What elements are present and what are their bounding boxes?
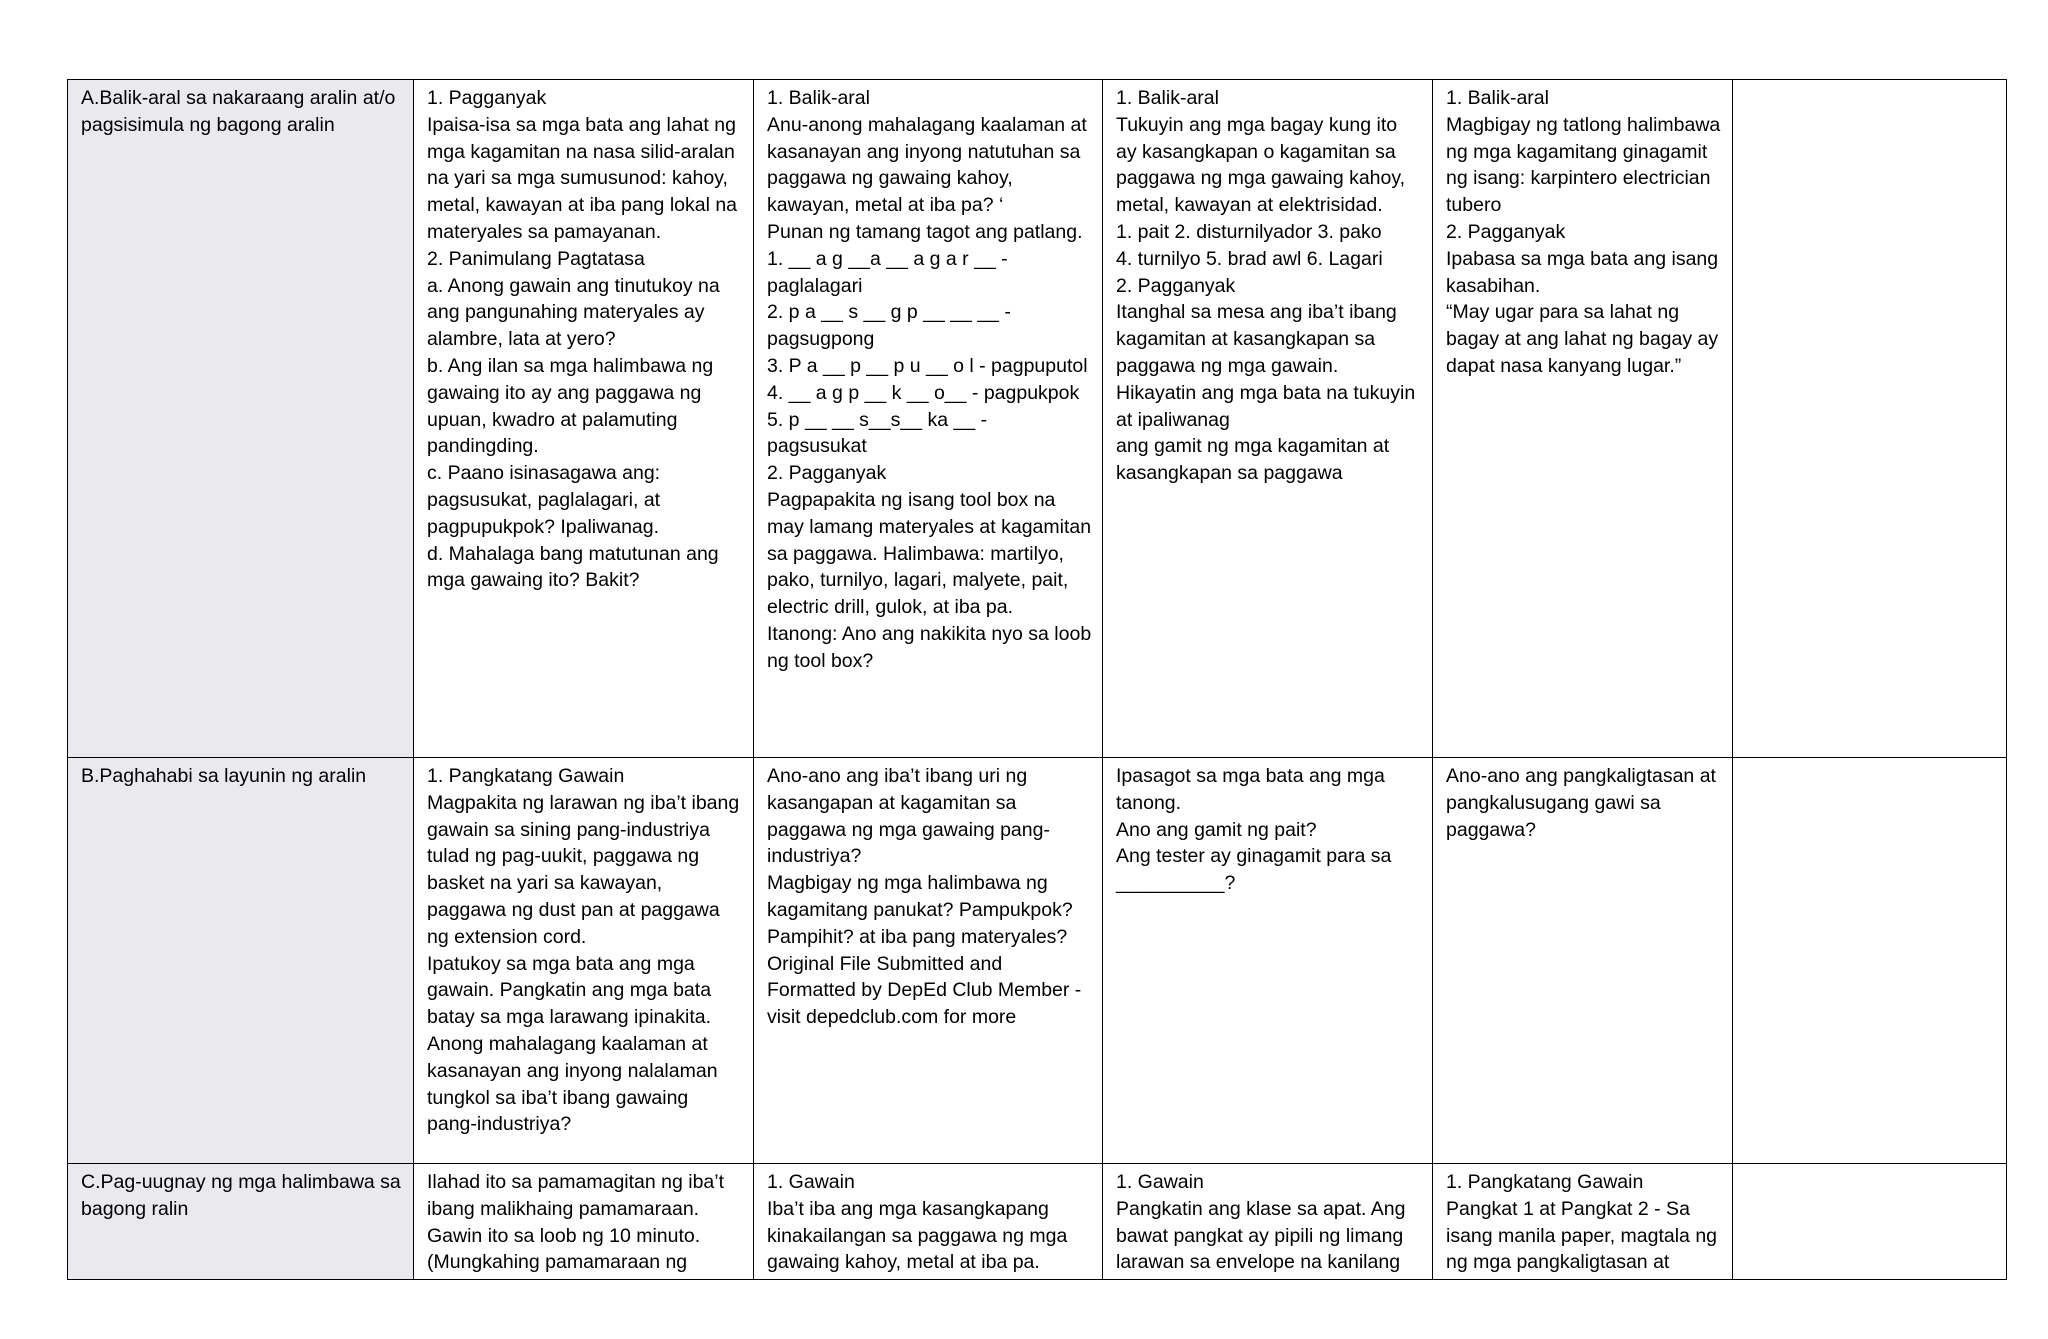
day-4-text: 1. Pangkatang Gawain Pangkat 1 at Pangkat 2 - Sa isang manila paper, magtala ng ng mga pangkaligtasan at [1446, 1171, 1718, 1274]
table-row [68, 1164, 2007, 1280]
row-label-cell [68, 758, 414, 1164]
row-label-cell [68, 80, 414, 758]
table-row [68, 80, 2007, 758]
day-5-cell [1733, 1164, 2007, 1280]
day-1-text: 1. Pangkatang Gawain Magpakita ng larawan ng iba’t ibang gawain sa sining pang-industriya tulad ng pag-uukit, paggawa ng basket na yari sa kawayan, paggawa ng dust pan at paggawa ng extension cord. Ipatukoy sa mga bata ang mga gawain. Pangkatin ang mga bata batay sa mga larawang ipinakita. Anong mahalagang kaalaman at kasanayan ang inyong nalalaman tungkol sa iba’t ibang gawaing pang-industriya? [427, 765, 740, 1136]
day-2-text: Ano-ano ang iba’t ibang uri ng kasangapan at kagamitan sa paggawa ng mga gawaing pang-industriya? Magbigay ng mga halimbawa ng kagamitang panukat? Pampukpok? Pampihit? at iba pang materyales? Original File Submitted and Formatted by DepEd Club Member - visit depedclub.com for more [767, 765, 1082, 1029]
day-4-cell [1433, 80, 1733, 758]
lesson-plan-table [67, 79, 2007, 1280]
day-2-cell [754, 80, 1103, 758]
row-label-cell [68, 1164, 414, 1280]
day-1-text: 1. Pagganyak Ipaisa-isa sa mga bata ang lahat ng mga kagamitan na nasa silid-aralan na yari sa mga sumusunod: kahoy, metal, kawayan at iba pang lokal na materyales sa pamayanan. 2. Panimulang Pagtatasa a. Anong gawain ang tinutukoy na ang pangunahing materyales ay alambre, lata at yero? b. Ang ilan sa mga halimbawa ng gawaing ito ay ang paggawa ng upuan, kwadro at palamuting pandingding. c. Paano isinasagawa ang: pagsusukat, paglalagari, at pagpupukpok? Ipaliwanag. d. Mahalaga bang matutunan ang mga gawaing ito? Bakit? [427, 87, 738, 592]
day-3-text: Ipasagot sa mga bata ang mga tanong. Ano ang gamit ng pait? Ang tester ay ginagamit para sa __________? [1116, 765, 1392, 895]
day-5-cell [1733, 758, 2007, 1164]
day-2-text: 1. Balik-aral Anu-anong mahalagang kaalaman at kasanayan ang inyong natutuhan sa paggawa ng gawaing kahoy, kawayan, metal at iba pa? ‘ Punan ng tamang tagot ang patlang. 1. __ a g __a __ a g a r __ - paglalagari 2. p a __ s __ g p __ __ __ - pagsugpong 3. P a __ p __ p u __ o l - pagpuputol 4. __ a g p __ k __ o__ - pagpukpok 5. p __ __ s__s__ ka __ - pagsusukat 2. Pagganyak Pagpapakita ng isang tool box na may lamang materyales at kagamitan sa paggawa. Halimbawa: martilyo, pako, turnilyo, lagari, malyete, pait, electric drill, gulok, at iba pa. Itanong: Ano ang nakikita nyo sa loob ng tool box? [767, 87, 1092, 672]
day-2-text: 1. Gawain Iba’t iba ang mga kasangkapang kinakailangan sa paggawa ng mga gawaing kahoy, metal at iba pa. [767, 1171, 1068, 1274]
day-3-text: 1. Gawain Pangkatin ang klase sa apat. Ang bawat pangkat ay pipili ng limang larawan sa envelope na kanilang [1116, 1171, 1406, 1274]
table-row [68, 758, 2007, 1164]
day-1-cell [414, 80, 754, 758]
day-5-cell [1733, 80, 2007, 758]
day-1-cell [414, 758, 754, 1164]
day-3-text: 1. Balik-aral Tukuyin ang mga bagay kung ito ay kasangkapan o kagamitan sa paggawa ng mga gawaing kahoy, metal, kawayan at elektrisidad. 1. pait 2. disturnilyador 3. pako 4. turnilyo 5. brad awl 6. Lagari 2. Pagganyak Itanghal sa mesa ang iba’t ibang kagamitan at kasangkapan sa paggawa ng mga gawain. Hikayatin ang mga bata na tukuyin at ipaliwanag ang gamit ng mga kagamitan at kasangkapan sa paggawa [1116, 87, 1416, 485]
day-3-cell [1103, 758, 1433, 1164]
day-2-cell [754, 1164, 1103, 1280]
day-4-cell [1433, 758, 1733, 1164]
day-4-cell [1433, 1164, 1733, 1280]
row-label: C.Pag-uugnay ng mga halimbawa sa bagong ralin [81, 1171, 401, 1220]
day-1-cell [414, 1164, 754, 1280]
day-1-text: Ilahad ito sa pamamagitan ng iba’t ibang malikhaing pamamaraan. Gawin ito sa loob ng 10 minuto. (Mungkahing pamamaraan ng [427, 1171, 725, 1274]
day-4-text: Ano-ano ang pangkaligtasan at pangkalusugang gawi sa paggawa? [1446, 765, 1716, 841]
day-2-cell [754, 758, 1103, 1164]
day-4-text: 1. Balik-aral Magbigay ng tatlong halimbawa ng mga kagamitang ginagamit ng isang: karpintero electrician tubero 2. Pagganyak Ipabasa sa mga bata ang isang kasabihan. “May ugar para sa lahat ng bagay at ang lahat ng bagay ay dapat nasa kanyang lugar.” [1446, 87, 1721, 377]
row-label: B.Paghahabi sa layunin ng aralin [81, 765, 367, 787]
row-label: A.Balik-aral sa nakaraang aralin at/o pagsisimula ng bagong aralin [81, 87, 396, 136]
day-3-cell [1103, 1164, 1433, 1280]
day-3-cell [1103, 80, 1433, 758]
